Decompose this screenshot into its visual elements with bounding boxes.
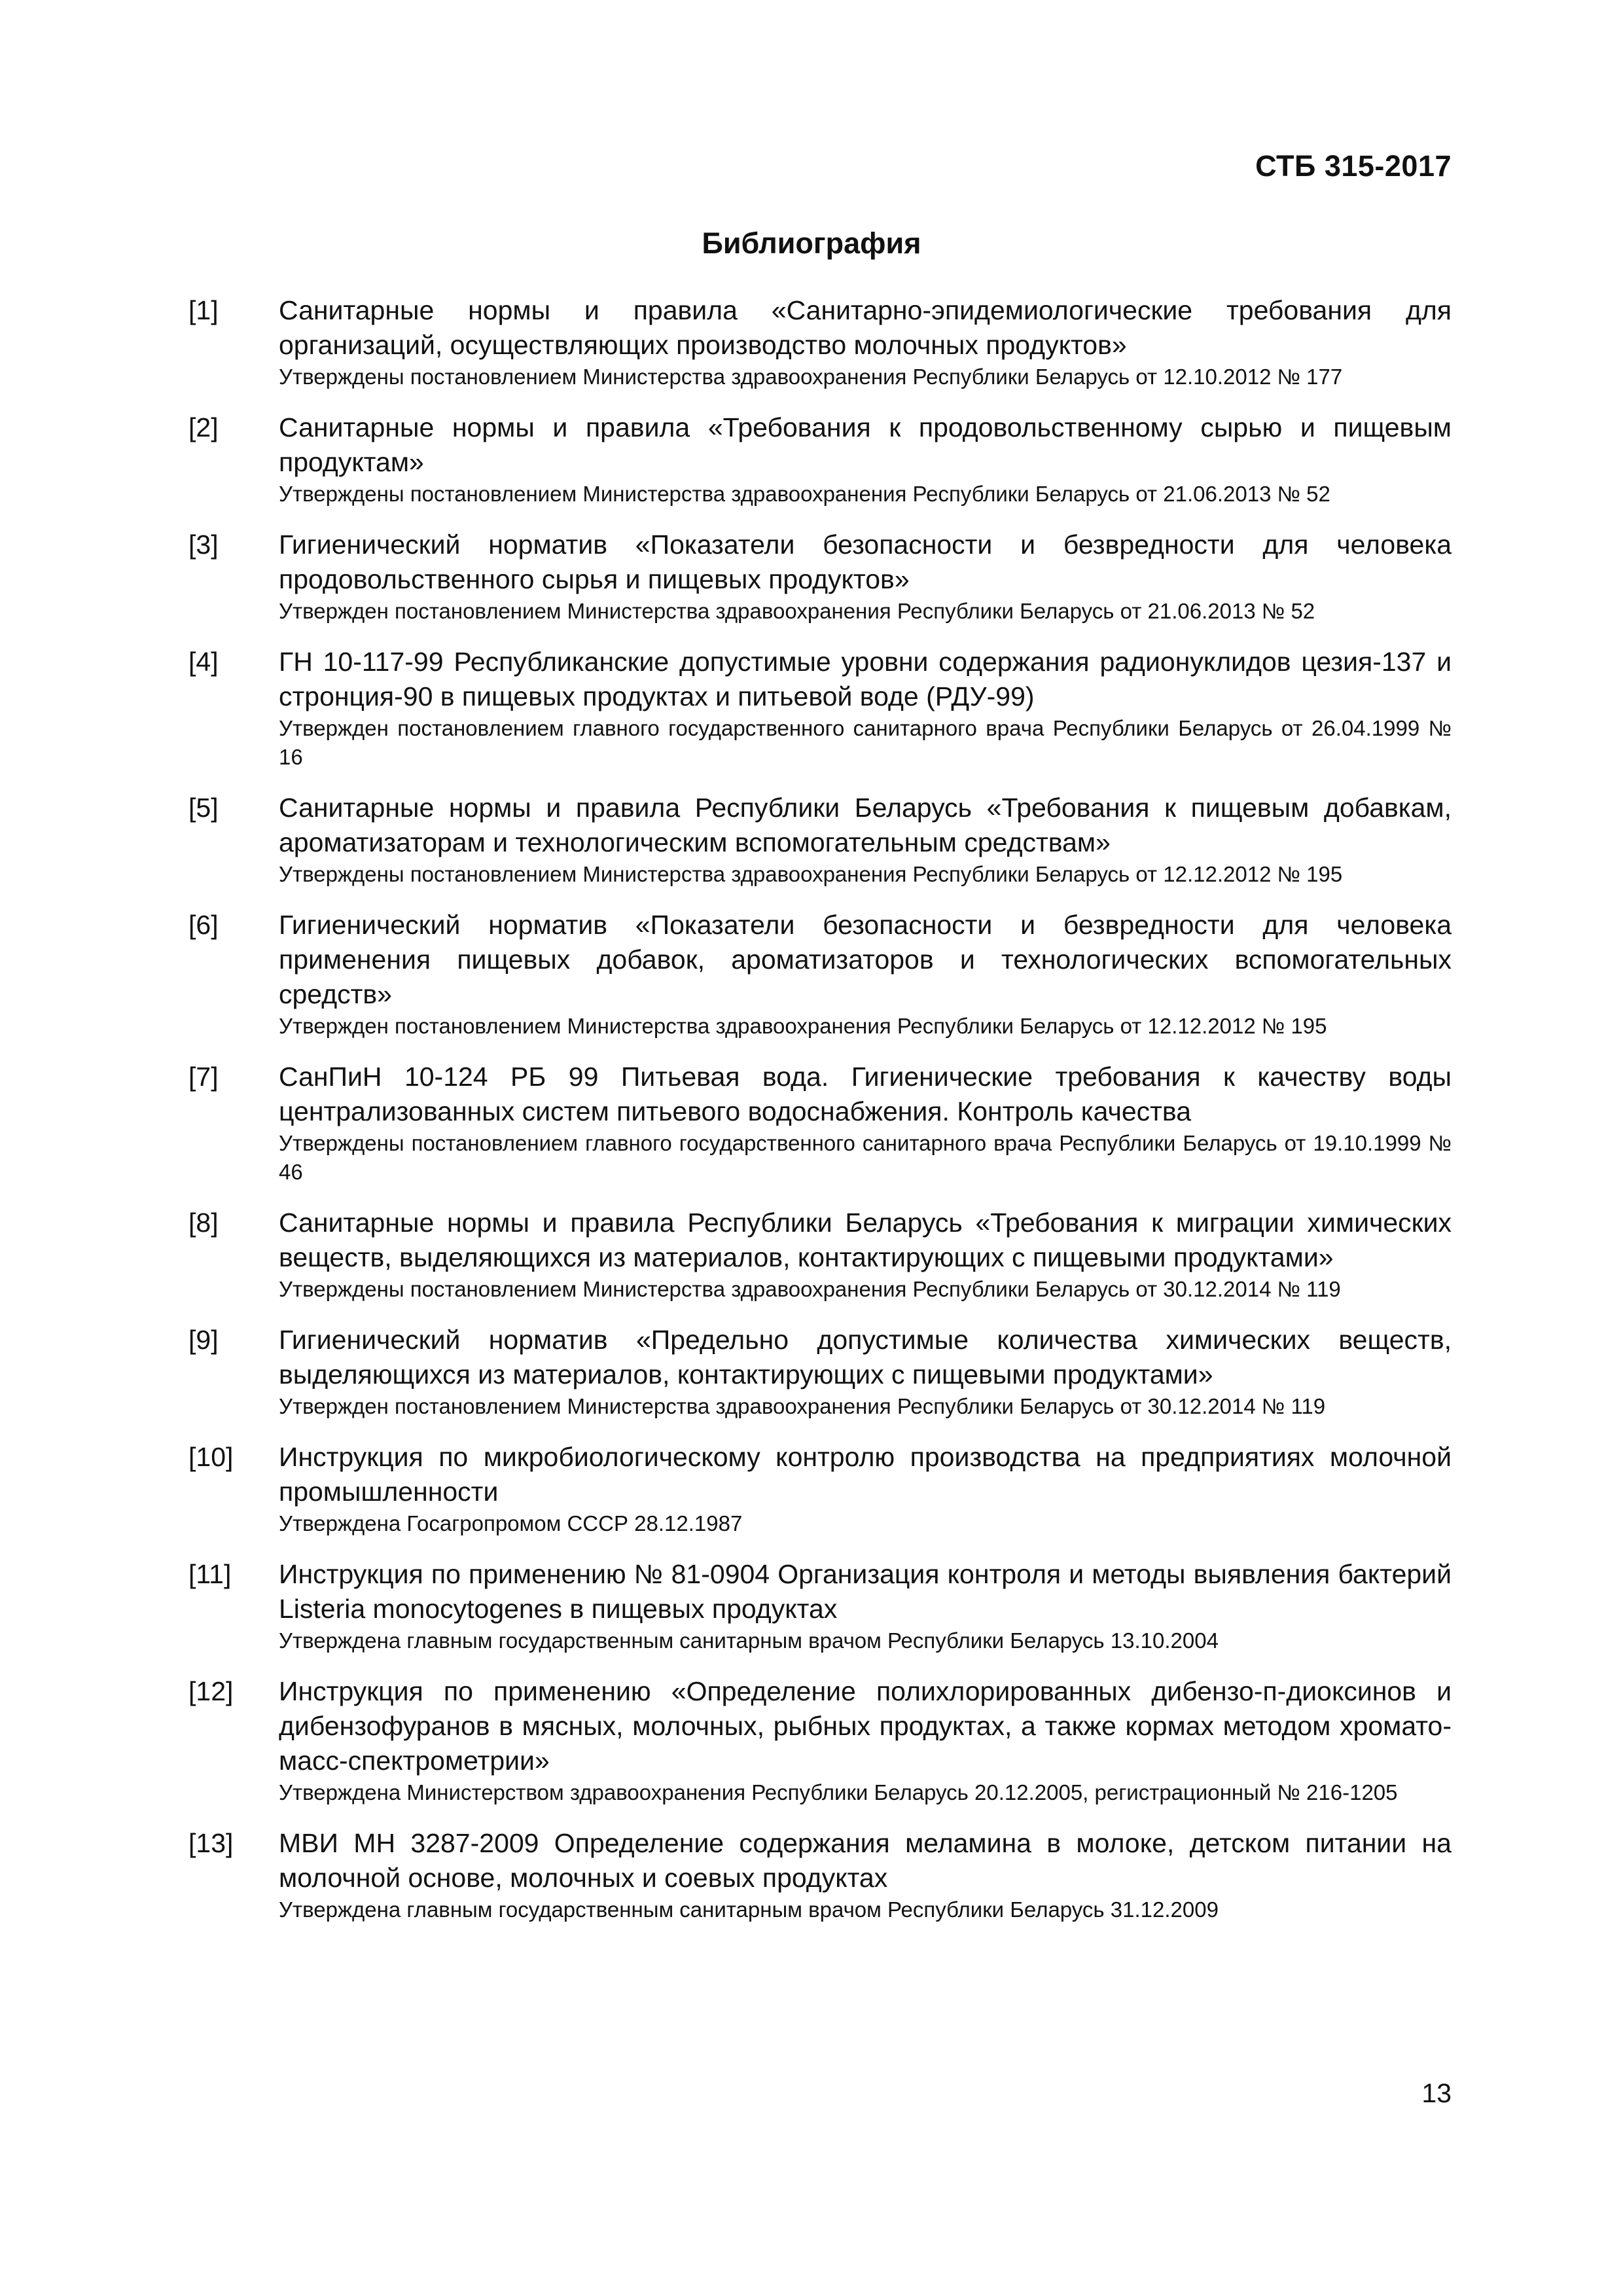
entry-approval: Утверждена Министерством здравоохранения Республики Беларусь 20.12.2005, регистрационный № 216-1205 bbox=[279, 1780, 1398, 1804]
bibliography-entry bbox=[188, 1060, 1452, 1187]
entry-title: Санитарные нормы и правила «Требования к продовольственному сырью и пищевым продуктам» bbox=[279, 412, 1452, 477]
entry-title: Санитарные нормы и правила Республики Беларусь «Требования к миграции химических веществ, выделяющихся из материалов, контактирующих с пищевыми продуктами» bbox=[279, 1208, 1452, 1272]
bibliography-entry bbox=[188, 1557, 1452, 1655]
page-title: Библиография bbox=[702, 226, 921, 260]
entry-number: [8] bbox=[188, 1208, 219, 1238]
entry-approval: Утверждены постановлением Министерства здравоохранения Республики Беларусь от 12.12.2012 № 195 bbox=[279, 862, 1343, 886]
entry-title: ГН 10-117-99 Республиканские допустимые уровни содержания радионуклидов цезия-137 и стронция-90 в пищевых продуктах и питьевой воде (РДУ-99) bbox=[279, 647, 1452, 711]
entry-title: Санитарные нормы и правила Республики Беларусь «Требования к пищевым добавкам, ароматизаторам и технологическим вспомогательным средствам» bbox=[279, 793, 1452, 857]
bibliography-entry bbox=[188, 410, 1452, 509]
bibliography-entry bbox=[188, 791, 1452, 889]
entry-title: Гигиенический норматив «Показатели безопасности и безвредности для человека продовольственного сырья и пищевых продуктов» bbox=[279, 529, 1452, 594]
entry-title: Инструкция по применению № 81-0904 Организация контроля и методы выявления бактерий Listeria monocytogenes в пищевых продуктах bbox=[279, 1559, 1452, 1624]
bibliography-entry bbox=[188, 908, 1452, 1041]
entry-approval: Утверждена главным государственным санитарным врачом Республики Беларусь 13.10.2004 bbox=[279, 1628, 1219, 1653]
entry-approval: Утверждена Госагропромом СССР 28.12.1987 bbox=[279, 1511, 743, 1535]
entry-number: [13] bbox=[188, 1828, 234, 1858]
entry-number: [1] bbox=[188, 295, 219, 325]
bibliography-entry bbox=[188, 1674, 1452, 1807]
entry-title: Инструкция по применению «Определение полихлорированных дибензо-п-диоксинов и дибензофуранов в мясных, молочных, рыбных продуктах, а также кормах методом хромато-масс-спектрометрии» bbox=[279, 1676, 1452, 1776]
entry-title: Гигиенический норматив «Показатели безопасности и безвредности для человека применения пищевых добавок, ароматизаторов и технологических вспомогательных средств» bbox=[279, 910, 1452, 1009]
entry-approval: Утверждены постановлением Министерства здравоохранения Республики Беларусь от 30.12.2014 № 119 bbox=[279, 1277, 1341, 1301]
entry-title: Санитарные нормы и правила «Санитарно-эпидемиологические требования для организаций, осуществляющих производство молочных продуктов» bbox=[279, 295, 1452, 360]
entry-approval: Утвержден постановлением Министерства здравоохранения Республики Беларусь от 21.06.2013 № 52 bbox=[279, 599, 1315, 623]
bibliography-entry bbox=[188, 1826, 1452, 1924]
entry-number: [3] bbox=[188, 529, 219, 560]
entry-approval: Утвержден постановлением Министерства здравоохранения Республики Беларусь от 30.12.2014 № 119 bbox=[279, 1394, 1326, 1418]
entry-title: Инструкция по микробиологическому контролю производства на предприятиях молочной промышленности bbox=[279, 1442, 1452, 1507]
entry-number: [9] bbox=[188, 1325, 219, 1355]
bibliography-entry bbox=[188, 293, 1452, 391]
bibliography-entry bbox=[188, 528, 1452, 626]
entry-number: [10] bbox=[188, 1442, 234, 1472]
entry-approval: Утверждены постановлением Министерства здравоохранения Республики Беларусь от 21.06.2013 № 52 bbox=[279, 482, 1330, 506]
entry-number: [4] bbox=[188, 647, 219, 677]
entry-approval: Утвержден постановлением главного государственного санитарного врача Республики Беларусь от 26.04.1999 № 16 bbox=[279, 716, 1452, 769]
standard-code: СТБ 315-2017 bbox=[1255, 149, 1452, 183]
entry-approval: Утвержден постановлением Министерства здравоохранения Республики Беларусь от 12.12.2012 № 195 bbox=[279, 1014, 1327, 1038]
entry-number: [7] bbox=[188, 1062, 219, 1092]
entry-number: [11] bbox=[188, 1559, 232, 1589]
entry-number: [12] bbox=[188, 1676, 234, 1706]
entry-approval: Утверждены постановлением главного государственного санитарного врача Республики Беларусь от 19.10.1999 № 46 bbox=[279, 1131, 1452, 1184]
bibliography-entry bbox=[188, 645, 1452, 772]
page-number: 13 bbox=[1421, 2078, 1452, 2108]
entry-title: МВИ МН 3287-2009 Определение содержания меламина в молоке, детском питании на молочной основе, молочных и соевых продуктах bbox=[279, 1828, 1452, 1893]
bibliography-list bbox=[188, 293, 1452, 1943]
entry-approval: Утверждена главным государственным санитарным врачом Республики Беларусь 31.12.2009 bbox=[279, 1897, 1219, 1922]
entry-number: [5] bbox=[188, 793, 219, 823]
bibliography-entry bbox=[188, 1440, 1452, 1538]
entry-approval: Утверждены постановлением Министерства здравоохранения Республики Беларусь от 12.10.2012 № 177 bbox=[279, 365, 1343, 389]
entry-number: [2] bbox=[188, 412, 219, 442]
entry-title: СанПиН 10-124 РБ 99 Питьевая вода. Гигиенические требования к качеству воды централизованных систем питьевого водоснабжения. Контроль качества bbox=[279, 1062, 1452, 1126]
bibliography-entry bbox=[188, 1323, 1452, 1421]
entry-title: Гигиенический норматив «Предельно допустимые количества химических веществ, выделяющихся из материалов, контактирующих с пищевыми продуктами» bbox=[279, 1325, 1452, 1390]
bibliography-entry bbox=[188, 1206, 1452, 1304]
entry-number: [6] bbox=[188, 910, 219, 940]
